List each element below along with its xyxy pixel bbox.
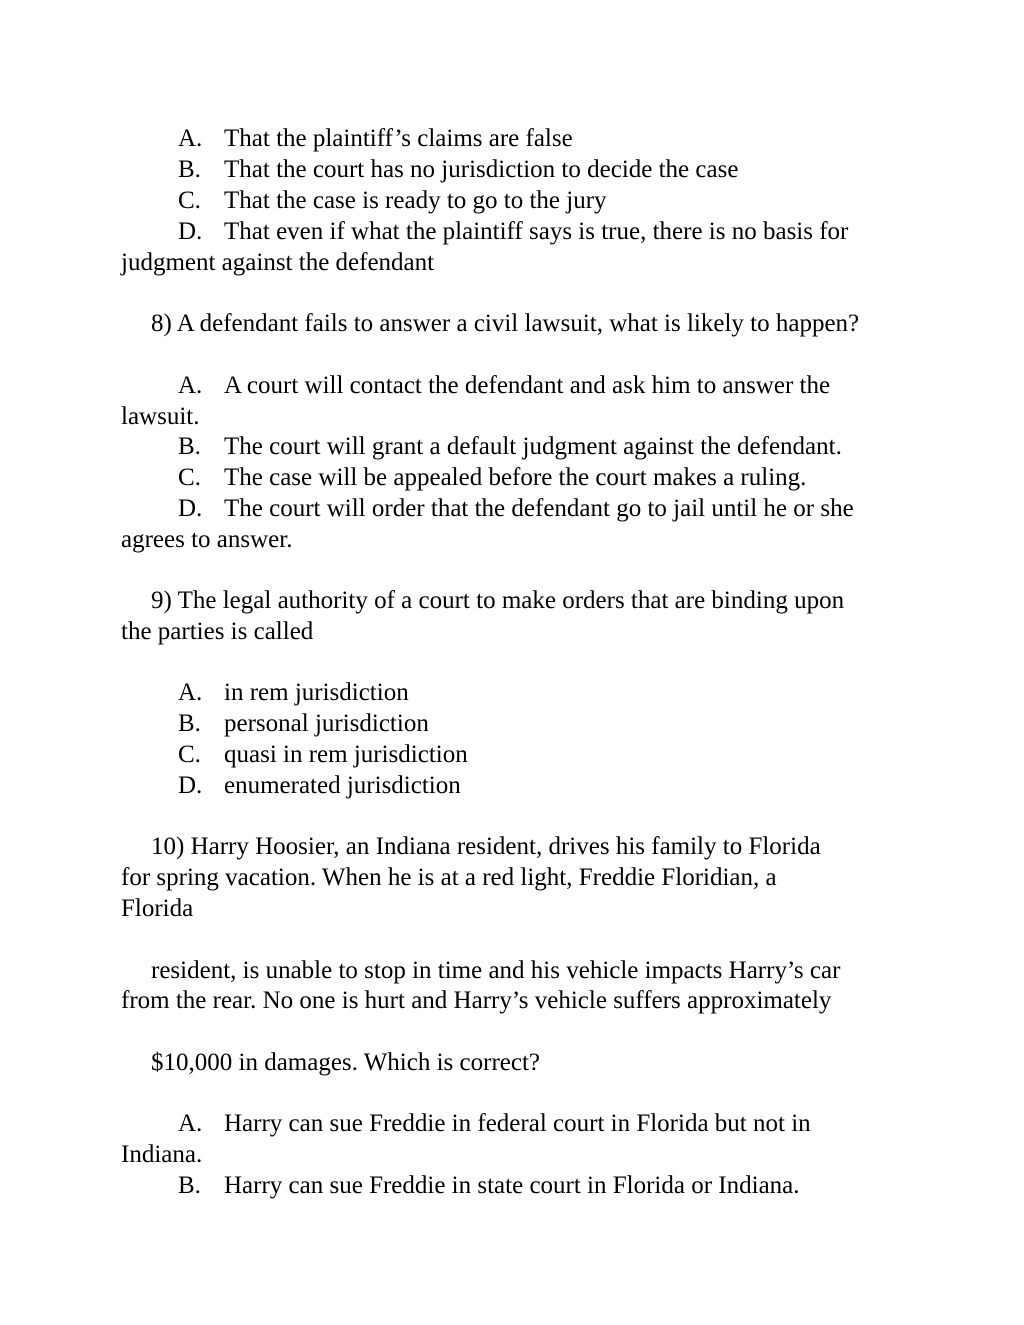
q7-option-a — [178, 126, 573, 151]
option-text: That the case is ready to go to the jury — [224, 187, 607, 214]
option-text: in rem jurisdiction — [224, 679, 409, 706]
q8-option-c — [178, 465, 806, 490]
q10-paragraph2-line2: from the rear. No one is hurt and Harry’s vehicle suffers approximately — [121, 987, 832, 1014]
option-text: That the plaintiff’s claims are false — [224, 125, 573, 152]
option-letter: B. — [178, 433, 201, 460]
option-text: Harry can sue Freddie in federal court in Florida but not in — [224, 1110, 811, 1137]
option-text: The court will order that the defendant go to jail until he or she — [224, 495, 854, 522]
q8-question: 8) A defendant fails to answer a civil lawsuit, what is likely to happen? — [151, 310, 860, 337]
option-letter: B. — [178, 156, 201, 183]
option-text: That the court has no jurisdiction to decide the case — [224, 156, 739, 183]
q10-option-b — [178, 1173, 800, 1198]
option-letter: C. — [178, 187, 201, 214]
q7-option-d-continuation: judgment against the defendant — [121, 249, 435, 276]
q9-option-b — [178, 711, 429, 736]
option-text: enumerated jurisdiction — [224, 772, 461, 799]
option-text: The case will be appealed before the court makes a ruling. — [224, 464, 807, 491]
option-letter: D. — [178, 218, 203, 245]
q9-option-c — [178, 742, 468, 767]
option-text: quasi in rem jurisdiction — [224, 741, 468, 768]
option-letter: D. — [178, 495, 203, 522]
option-letter: B. — [178, 1172, 201, 1199]
option-letter: C. — [178, 741, 201, 768]
q10-option-a — [178, 1111, 811, 1136]
q10-paragraph1-line2: for spring vacation. When he is at a red light, Freddie Floridian, a — [121, 864, 777, 891]
q9-option-d — [178, 773, 461, 798]
q7-option-b — [178, 157, 738, 182]
option-letter: D. — [178, 772, 203, 799]
q7-option-d — [178, 219, 848, 244]
option-letter: A. — [178, 1110, 203, 1137]
option-letter: A. — [178, 679, 203, 706]
option-text: A court will contact the defendant and ask him to answer the — [224, 372, 831, 399]
option-letter: C. — [178, 464, 201, 491]
q8-option-d-continuation: agrees to answer. — [121, 526, 293, 553]
q8-option-b — [178, 434, 842, 459]
q7-option-c — [178, 188, 607, 213]
option-letter: A. — [178, 125, 203, 152]
option-text: That even if what the plaintiff says is true, there is no basis for — [224, 218, 849, 245]
option-letter: A. — [178, 372, 203, 399]
option-text: Harry can sue Freddie in state court in Florida or Indiana. — [224, 1172, 800, 1199]
q10-paragraph1-line3: Florida — [121, 895, 194, 922]
q9-option-a — [178, 680, 409, 705]
option-text: The court will grant a default judgment against the defendant. — [224, 433, 842, 460]
q8-option-a-continuation: lawsuit. — [121, 403, 200, 430]
q9-question-line2: the parties is called — [121, 618, 314, 645]
q8-option-a — [178, 373, 830, 398]
option-letter: B. — [178, 710, 201, 737]
q9-question-line1: 9) The legal authority of a court to make orders that are binding upon — [151, 587, 845, 614]
q10-paragraph2-line1: resident, is unable to stop in time and his vehicle impacts Harry’s car — [151, 957, 841, 984]
q8-option-d — [178, 496, 854, 521]
option-text: personal jurisdiction — [224, 710, 429, 737]
q10-option-a-continuation: Indiana. — [121, 1141, 203, 1168]
q10-paragraph3-line1: $10,000 in damages. Which is correct? — [151, 1049, 541, 1076]
q10-paragraph1-line1: 10) Harry Hoosier, an Indiana resident, drives his family to Florida — [151, 833, 821, 860]
